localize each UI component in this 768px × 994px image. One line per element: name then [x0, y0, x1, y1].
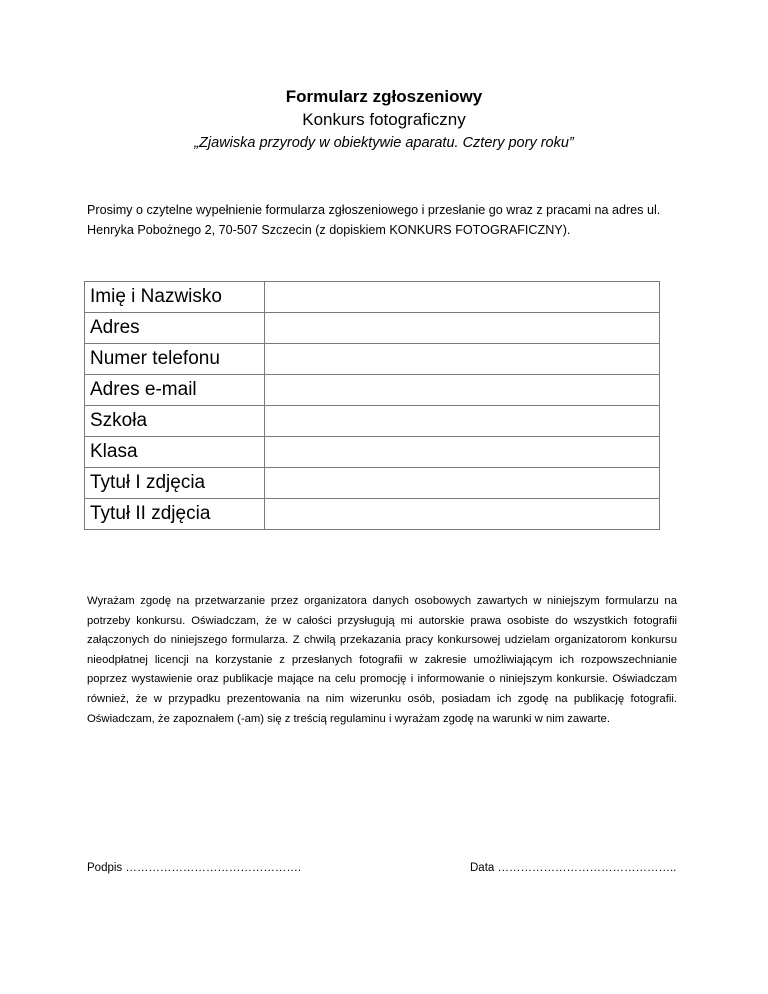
applicant-data-table: [84, 281, 660, 530]
field-label-class: Klasa: [85, 437, 265, 468]
document-header: [0, 86, 768, 153]
field-label-phone: Numer telefonu: [85, 344, 265, 375]
field-label-school: Szkoła: [85, 406, 265, 437]
field-label-email: Adres e-mail: [85, 375, 265, 406]
field-label-photo-2-title: Tytuł II zdjęcia: [85, 499, 265, 530]
table-row: [85, 282, 660, 313]
field-value-photo-1-title[interactable]: [265, 468, 660, 499]
form-title: Formularz zgłoszeniowy: [285, 87, 483, 106]
field-label-name: Imię i Nazwisko: [85, 282, 265, 313]
field-value-photo-2-title[interactable]: [265, 499, 660, 530]
table-row: [85, 499, 660, 530]
table-row: [85, 344, 660, 375]
field-value-school[interactable]: [265, 406, 660, 437]
intro-paragraph: Prosimy o czytelne wypełnienie formularza zgłoszeniowego i przesłanie go wraz z pracami na adres ul. Henryka Pobożnego 2, 70-507 Szczecin (z dopiskiem KONKURS FOTOGRAFICZNY).: [87, 203, 661, 237]
consent-statement: Wyrażam zgodę na przetwarzanie przez organizatora danych osobowych zawartych w niniejszym formularzu na potrzeby konkursu. Oświadczam, że w całości przysługują mi autorskie prawa osobiste do wszystkich fotografii załączonych do niniejszego formularza. Z chwilą przekazania pracy konkursowej udzielam organizatorom konkursu nieodpłatnej licencji na korzystanie z przesłanych fotografii w zakresie umożliwiającym ich rozpowszechnianie poprzez wystawienie oraz publikacje mające na celu promocję i informowanie o niniejszym konkursie. Oświadczam również, że w przypadku prezentowania na nim wizerunku osób, posiadam ich zgodę na publikację fotografii. Oświadczam, że zapoznałem (-am) się z treścią regulaminu i wyrażam zgodę na warunki w nim zawarte.: [87, 595, 677, 725]
contest-theme: „Zjawiska przyrody w obiektywie aparatu. Cztery pory roku”: [194, 135, 574, 151]
contest-name: Konkurs fotograficzny: [302, 110, 466, 129]
date-line[interactable]: Data ………………………………………..: [470, 862, 677, 874]
field-label-address: Adres: [85, 313, 265, 344]
table-row: [85, 468, 660, 499]
table-row: [85, 313, 660, 344]
field-value-phone[interactable]: [265, 344, 660, 375]
table-row: [85, 375, 660, 406]
table-row: [85, 406, 660, 437]
field-label-photo-1-title: Tytuł I zdjęcia: [85, 468, 265, 499]
field-value-name[interactable]: [265, 282, 660, 313]
field-value-address[interactable]: [265, 313, 660, 344]
signature-line[interactable]: Podpis ……………………………………….: [87, 862, 302, 874]
field-value-email[interactable]: [265, 375, 660, 406]
table-row: [85, 437, 660, 468]
field-value-class[interactable]: [265, 437, 660, 468]
